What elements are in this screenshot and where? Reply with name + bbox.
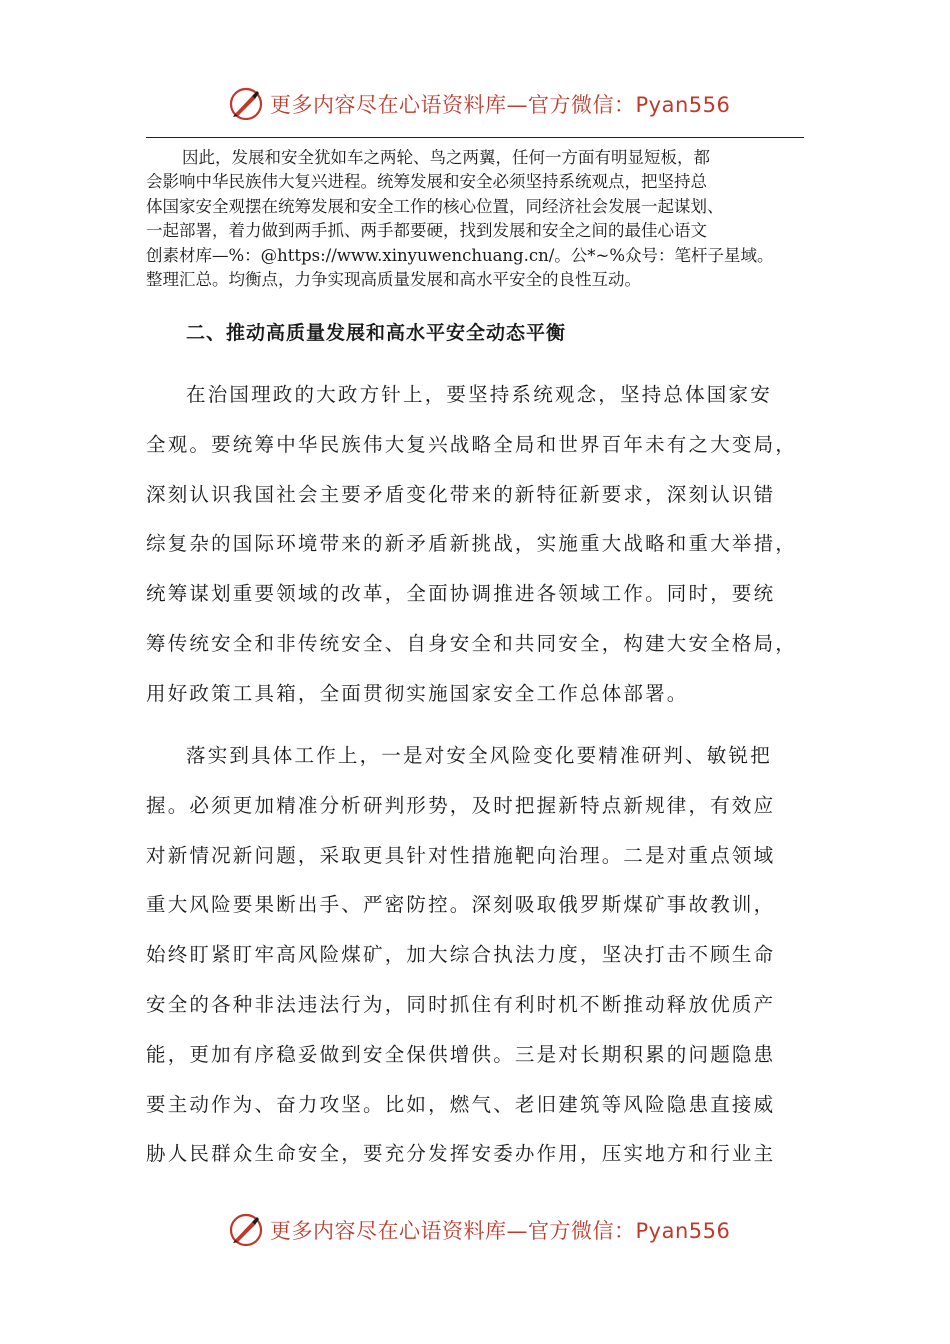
paragraph-line: 始终盯紧盯牢高风险煤矿，加大综合执法力度，坚决打击不顾生命 (146, 943, 776, 967)
intro-line: 创素材库—%：@https://www.xinyuwenchuang.cn/。公*~%众号：笔杆子星域。 (146, 245, 774, 265)
paragraph-line: 在治国理政的大政方针上，要坚持系统观念，坚持总体国家安 (186, 383, 772, 406)
footer-banner (228, 1210, 730, 1250)
paragraph-line: 用好政策工具箱，全面贯彻实施国家安全工作总体部署。 (146, 681, 689, 705)
body-paragraph-2 (146, 731, 810, 1179)
footer-banner-text: 更多内容尽在心语资料库—官方微信：Pyan556 (270, 1219, 731, 1243)
paragraph-line: 落实到具体工作上，一是对安全风险变化要精准研判、敏锐把 (186, 744, 772, 767)
intro-line: 体国家安全观摆在统筹发展和安全工作的核心位置，同经济社会发展一起谋划、 (146, 196, 724, 216)
intro-line: 会影响中华民族伟大复兴进程。统筹发展和安全必须坚持系统观点，把坚持总 (146, 172, 707, 192)
paragraph-line: 综复杂的国际环境带来的新矛盾新挑战，实施重大战略和重大举措， (146, 532, 798, 556)
paragraph-line: 握。必须更加精准分析研判形势，及时把握新特点新规律，有效应 (146, 793, 776, 817)
header-divider (146, 137, 804, 138)
paragraph-line: 深刻认识我国社会主要矛盾变化带来的新特征新要求，深刻认识错 (146, 482, 776, 506)
paragraph-line: 要主动作为、奋力攻坚。比如，燃气、老旧建筑等风险隐患直接威 (146, 1092, 776, 1116)
body-paragraph-1 (146, 370, 810, 719)
paragraph-line: 全观。要统筹中华民族伟大复兴战略全局和世界百年未有之大变局， (146, 432, 798, 456)
paragraph-line: 能，更加有序稳妥做到安全保供增供。三是对长期积累的问题隐患 (146, 1042, 776, 1066)
paragraph-line: 重大风险要果断出手、严密防控。深刻吸取俄罗斯煤矿事故教训， (146, 893, 776, 917)
intro-paragraph (146, 146, 806, 292)
pen-logo-icon (228, 1212, 264, 1248)
header-banner (228, 84, 730, 124)
intro-line: 因此，发展和安全犹如车之两轮、鸟之两翼，任何一方面有明显短板，都 (182, 148, 710, 167)
intro-line: 整理汇总。均衡点，力争实现高质量发展和高水平安全的良性互动。 (146, 270, 641, 290)
section-heading: 二、推动高质量发展和高水平安全动态平衡 (186, 322, 567, 344)
paragraph-line: 对新情况新问题，采取更具针对性措施靶向治理。二是对重点领域 (146, 843, 776, 867)
paragraph-line: 统筹谋划重要领域的改革，全面协调推进各领域工作。同时，要统 (146, 582, 776, 606)
paragraph-line: 筹传统安全和非传统安全、自身安全和共同安全，构建大安全格局， (146, 631, 798, 655)
header-banner-text: 更多内容尽在心语资料库—官方微信：Pyan556 (270, 93, 731, 117)
pen-logo-icon (228, 86, 264, 122)
paragraph-line: 胁人民群众生命安全，要充分发挥安委办作用，压实地方和行业主 (146, 1142, 776, 1166)
intro-line: 一起部署，着力做到两手抓、两手都要硬，找到发展和安全之间的最佳心语文 (146, 221, 707, 241)
paragraph-line: 安全的各种非法违法行为，同时抓住有利时机不断推动释放优质产 (146, 992, 776, 1016)
